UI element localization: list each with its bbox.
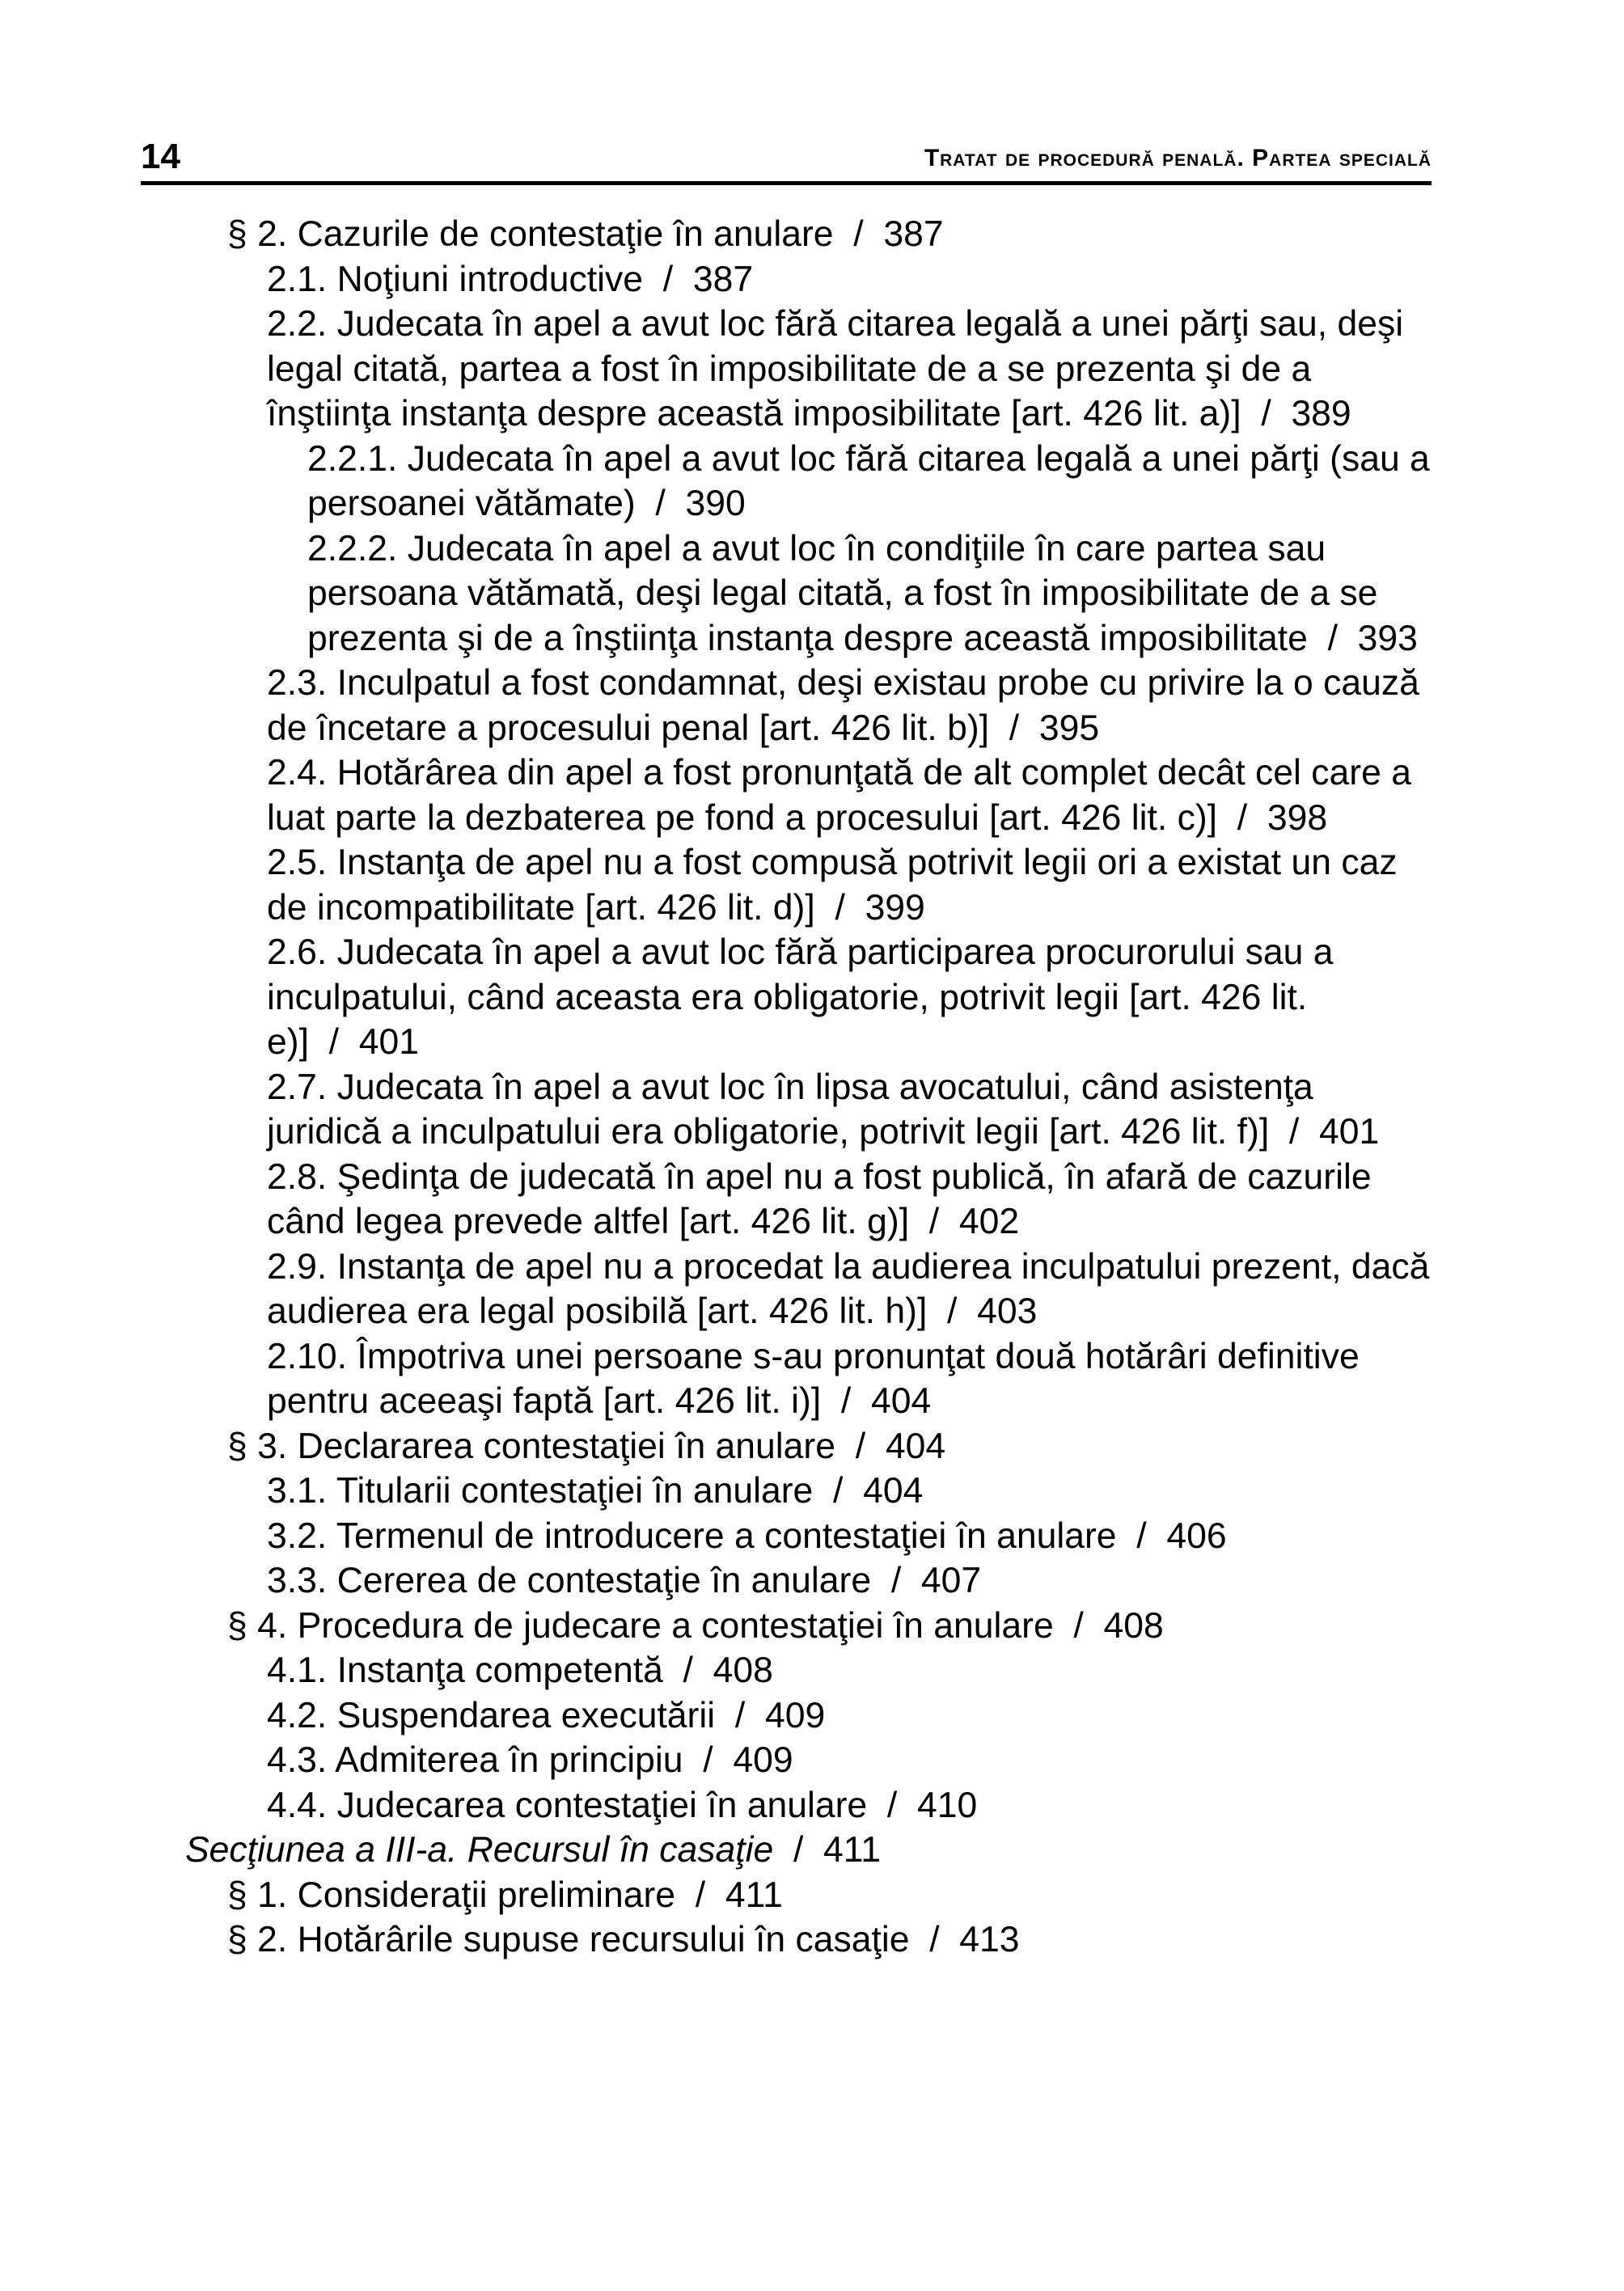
toc-page-number: 403 — [977, 1291, 1038, 1331]
toc-entry-title: 4.4. Judecarea contestaţiei în anulare — [267, 1785, 868, 1825]
toc-separator: / — [308, 1022, 359, 1062]
toc-page-number: 398 — [1267, 797, 1328, 838]
toc-entry — [267, 302, 1432, 437]
toc-entry — [267, 1334, 1432, 1424]
table-of-contents — [0, 212, 1624, 1963]
toc-page-number: 409 — [733, 1740, 793, 1780]
toc-entry — [267, 1514, 1432, 1559]
toc-separator: / — [1217, 797, 1267, 838]
toc-entry-title: 2.10. Împotriva unei persoane s-au pronunţat două hotărâri definitive pentru aceeaşi faptă [art. 426 lit. i)] — [267, 1336, 1360, 1421]
toc-page-number: 408 — [1103, 1605, 1164, 1646]
toc-entry — [185, 1828, 1431, 1873]
toc-separator: / — [773, 1830, 824, 1870]
toc-entry — [227, 1873, 1424, 1918]
toc-entry — [307, 437, 1440, 526]
toc-separator: / — [867, 1785, 917, 1825]
toc-entry — [267, 1648, 1432, 1693]
toc-page-number: 401 — [358, 1022, 420, 1062]
toc-page-number: 406 — [1166, 1515, 1227, 1556]
toc-page-number: 399 — [865, 887, 925, 928]
toc-separator: / — [1116, 1515, 1167, 1556]
toc-separator: / — [833, 214, 884, 254]
toc-page-number: 402 — [958, 1202, 1020, 1241]
page-header — [141, 136, 1432, 185]
toc-entry-title: 4.2. Suspendarea executării — [267, 1695, 716, 1735]
toc-page-number: 409 — [764, 1695, 826, 1735]
toc-entry-title: 2.5. Instanţa de apel nu a fost compusă potrivit legii ori a existat un caz de incompatibilitate [art. 426 lit. d)] — [267, 843, 1398, 928]
toc-entry — [227, 212, 1424, 257]
running-title: Tratat de procedură penală. Partea specială — [924, 145, 1432, 171]
toc-separator: / — [662, 1651, 713, 1690]
page-number: 14 — [141, 137, 180, 176]
toc-entry — [267, 1065, 1432, 1155]
toc-entry — [267, 1245, 1432, 1334]
toc-entry-title: 2.9. Instanţa de apel nu a procedat la audierea inculpatului prezent, dacă audierea era legal posibilă [art. 426 lit. h)] — [267, 1246, 1430, 1331]
toc-entry-title: 2.8. Şedinţa de judecată în apel nu a fost publică, în afară de cazurile când legea prevede altfel [art. 426 lit. g)] — [267, 1156, 1372, 1241]
toc-entry — [267, 840, 1432, 930]
toc-entry — [267, 257, 1432, 302]
toc-entry-title: 3.3. Cererea de contestaţie în anulare — [267, 1561, 872, 1600]
toc-entry-title: § 2. Cazurile de contestaţie în anulare — [227, 214, 834, 254]
toc-separator: / — [909, 1920, 960, 1959]
toc-page-number: 387 — [692, 259, 754, 299]
toc-entry-title: Secţiunea a III-a. Recursul în casaţie — [185, 1830, 774, 1870]
toc-entry — [267, 1558, 1432, 1604]
toc-separator: / — [813, 1471, 864, 1511]
toc-entry-title: 2.7. Judecata în apel a avut loc în lipsa avocatului, când asistenţa juridică a inculpatului era obligatorie, potrivit legii [art. 426 lit. f)] — [267, 1067, 1313, 1152]
toc-entry-title: 3.1. Titularii contestaţiei în anulare — [267, 1471, 814, 1511]
toc-entry — [267, 750, 1432, 840]
toc-separator: / — [909, 1202, 959, 1241]
toc-page-number: 390 — [685, 484, 746, 523]
toc-page-number: 411 — [823, 1830, 881, 1870]
toc-separator: / — [871, 1561, 921, 1600]
toc-separator: / — [814, 887, 865, 928]
toc-separator: / — [675, 1875, 725, 1915]
toc-page-number: 410 — [917, 1785, 978, 1825]
toc-entry-title: 2.1. Noţiuni introductive — [267, 259, 644, 299]
toc-entry-title: § 4. Procedura de judecare a contestaţiei în anulare — [227, 1605, 1054, 1646]
toc-separator: / — [927, 1291, 978, 1331]
toc-page-number: 404 — [871, 1381, 932, 1421]
toc-separator: / — [643, 259, 693, 299]
toc-page-number: 401 — [1319, 1112, 1380, 1152]
toc-page-number: 411 — [725, 1875, 783, 1915]
toc-page-number: 407 — [920, 1561, 982, 1600]
toc-separator: / — [835, 1426, 886, 1466]
toc-entry — [267, 930, 1432, 1065]
toc-separator: / — [683, 1740, 734, 1780]
toc-separator: / — [821, 1381, 872, 1421]
toc-entry — [227, 1424, 1424, 1469]
toc-entry-title: 2.3. Inculpatul a fost condamnat, deşi existau probe cu privire la o cauză de încetare a procesului penal [art. 426 lit. b)] — [267, 663, 1419, 748]
toc-entry — [227, 1917, 1424, 1963]
toc-entry-title: 2.6. Judecata în apel a avut loc fără participarea procurorului sau a inculpatului, când aceasta era obligatorie, potrivit legii [art. 426 lit. e)] — [267, 932, 1334, 1062]
toc-entry-title: § 3. Declararea contestaţiei în anulare — [227, 1426, 836, 1466]
toc-entry — [267, 1693, 1432, 1739]
toc-entry-title: § 1. Consideraţii preliminare — [227, 1875, 676, 1915]
toc-separator: / — [989, 708, 1039, 748]
toc-separator: / — [715, 1695, 765, 1735]
toc-page-number: 404 — [863, 1471, 924, 1511]
toc-entry-title: 3.2. Termenul de introducere a contestaţiei în anulare — [267, 1515, 1117, 1556]
toc-entry-title: 2.4. Hotărârea din apel a fost pronunţată de alt complet decât cel care a luat parte la dezbaterea pe fond a procesului [art. 426 lit. c)] — [267, 753, 1411, 838]
toc-entry-title: § 2. Hotărârile supuse recursului în casaţie — [227, 1920, 910, 1959]
toc-entry — [267, 1469, 1432, 1514]
toc-entry — [267, 1738, 1432, 1783]
toc-page-number: 387 — [883, 214, 944, 254]
toc-separator: / — [1269, 1112, 1320, 1152]
toc-page-number: 413 — [959, 1920, 1020, 1959]
toc-entry — [227, 1604, 1424, 1649]
toc-entry-title: 4.1. Instanţa competentă — [267, 1651, 663, 1690]
toc-page-number: 408 — [713, 1651, 773, 1690]
toc-entry-title: 2.2.1. Judecata în apel a avut loc fără citarea legală a unei părţi (sau a persoanei vătămate) — [307, 438, 1430, 523]
toc-page-number: 404 — [885, 1426, 946, 1466]
toc-entry — [267, 661, 1432, 750]
toc-entry — [307, 526, 1440, 662]
toc-page-number: 393 — [1357, 618, 1418, 658]
toc-separator: / — [1307, 618, 1358, 658]
toc-entry — [267, 1155, 1432, 1245]
toc-entry-title: 2.2.2. Judecata în apel a avut loc în condiţiile în care partea sau persoana vătămată, deşi legal citată, a fost în imposibilitate de a se prezenta şi de a înştiinţa instanţa despre această imposibilitate — [307, 528, 1378, 658]
toc-entry-title: 2.2. Judecata în apel a avut loc fără citarea legală a unei părţi sau, deşi legal citată, partea a fost în imposibilitate de a se prezenta şi de a înştiinţa instanţa despre această imposibilitate [art. 426 lit. a)] — [267, 304, 1404, 433]
toc-separator: / — [635, 484, 686, 523]
toc-separator: / — [1241, 394, 1292, 433]
toc-separator: / — [1053, 1605, 1104, 1646]
toc-entry-title: 4.3. Admiterea în principiu — [267, 1740, 683, 1780]
toc-entry — [267, 1783, 1432, 1828]
toc-page-number: 395 — [1038, 708, 1100, 748]
toc-page-number: 389 — [1291, 394, 1351, 433]
